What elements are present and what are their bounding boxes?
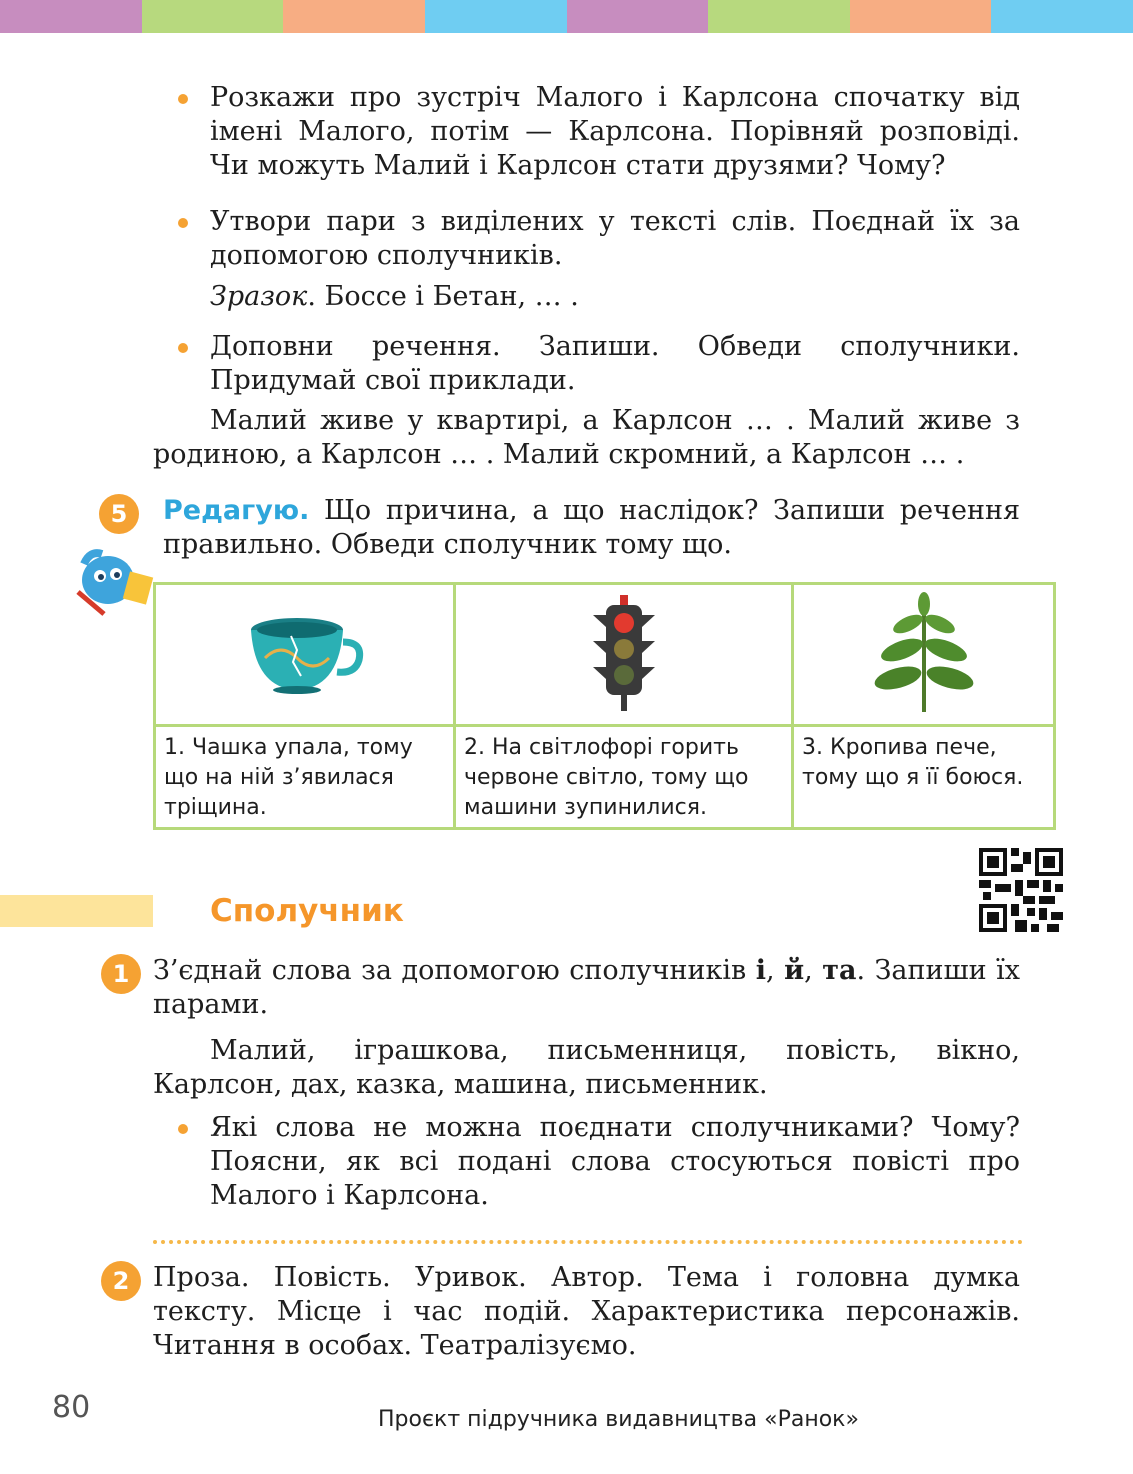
- card-image-cell: [793, 584, 1055, 726]
- page-number: 80: [52, 1390, 91, 1425]
- sample-line: [210, 280, 1020, 314]
- task5-instruction: Що причина, а що наслідок? Запиши речення правильно. Обведи сполучник тому що.: [163, 495, 1020, 560]
- stripe-segment: [991, 0, 1133, 33]
- task5-text: [163, 494, 1020, 562]
- bullet-text: Розкажи про зустріч Малого і Карлсона спочатку від імені Малого, потім — Карлсона. Порівняй розповіді. Чи можуть Малий і Карлсон стати друзями? Чому?: [210, 82, 1020, 181]
- sentence-cards-table: [153, 582, 1056, 830]
- card-caption: 1. Чашка упала, тому що на ній з’явилася тріщина.: [155, 726, 455, 829]
- bullet-dot: [178, 218, 188, 228]
- bullet-retell: [210, 81, 1020, 183]
- stripe-segment: [850, 0, 992, 33]
- conjunction: та: [822, 955, 857, 986]
- mascot-icon: [70, 540, 160, 620]
- teacup-icon: [245, 608, 365, 698]
- card-caption: 3. Кропива пече, тому що я її боюся.: [793, 726, 1055, 829]
- complete-sentences: Малий живе у квартирі, а Карлсон … . Малий живе з родиною, а Карлсон … . Малий скромний, а Карлсон … .: [153, 405, 1020, 470]
- bullet-dot: [178, 343, 188, 353]
- bullet-text: Утвори пари з виділених у тексті слів. Поєднай їх за допомогою сполучників.: [210, 206, 1020, 271]
- stripe-segment: [0, 0, 142, 33]
- separator: ,: [766, 955, 785, 986]
- sample-label: Зразок: [210, 281, 308, 312]
- dotted-divider: [153, 1240, 1023, 1244]
- nettle-icon: [874, 590, 974, 715]
- bullet-text: Доповни речення. Запиши. Обведи сполучники. Придумай свої приклади.: [210, 331, 1020, 396]
- task1-text: [153, 954, 1020, 1022]
- card-caption: 2. На світлофорі горить червоне світло, тому що машини зупинилися.: [455, 726, 793, 829]
- stripe-segment: [283, 0, 425, 33]
- conjunction: й: [784, 955, 805, 986]
- section-title: Сполучник: [210, 893, 404, 929]
- traffic-light-icon: [589, 593, 659, 713]
- footer-text: Проєкт підручника видавництва «Ранок»: [378, 1407, 859, 1432]
- edit-label: Редагую.: [163, 495, 310, 526]
- card-image-cell: [155, 584, 455, 726]
- stripe-segment: [425, 0, 567, 33]
- bullet-complete: [210, 330, 1020, 398]
- color-stripe-header: [0, 0, 1133, 33]
- stripe-segment: [142, 0, 284, 33]
- conjunction: і: [755, 955, 767, 986]
- stripe-segment: [567, 0, 709, 33]
- bullet-dot: [178, 94, 188, 104]
- task-number-badge: 5: [99, 494, 139, 534]
- bullet-dot: [178, 1124, 188, 1134]
- task-number-badge: 1: [101, 954, 141, 994]
- stripe-segment: [708, 0, 850, 33]
- separator: ,: [804, 955, 823, 986]
- qr-code-icon[interactable]: [979, 848, 1063, 932]
- bullet-pairs: [210, 205, 1020, 273]
- task1-text-before: З’єднай слова за допомогою сполучників: [153, 955, 756, 986]
- task2-text: Проза. Повість. Уривок. Автор. Тема і головна думка тексту. Місце і час подій. Характеристика персонажів. Читання в особах. Театралізуємо.: [153, 1262, 1020, 1361]
- card-image-cell: [455, 584, 793, 726]
- task1-words: Малий, іграшкова, письменниця, повість, вікно, Карлсон, дах, казка, машина, письменник.: [153, 1035, 1020, 1100]
- sample-text: . Боссе і Бетан, … .: [307, 281, 579, 312]
- bullet-task1: [210, 1111, 1020, 1213]
- section-bar: [0, 895, 153, 927]
- bullet-text: Які слова не можна поєднати сполучниками? Чому? Поясни, як всі подані слова стосуються повісті про Малого і Карлсона.: [210, 1112, 1020, 1211]
- task1-text-after: . Запиши їх парами.: [153, 955, 1020, 1020]
- task-number-badge: 2: [101, 1261, 141, 1301]
